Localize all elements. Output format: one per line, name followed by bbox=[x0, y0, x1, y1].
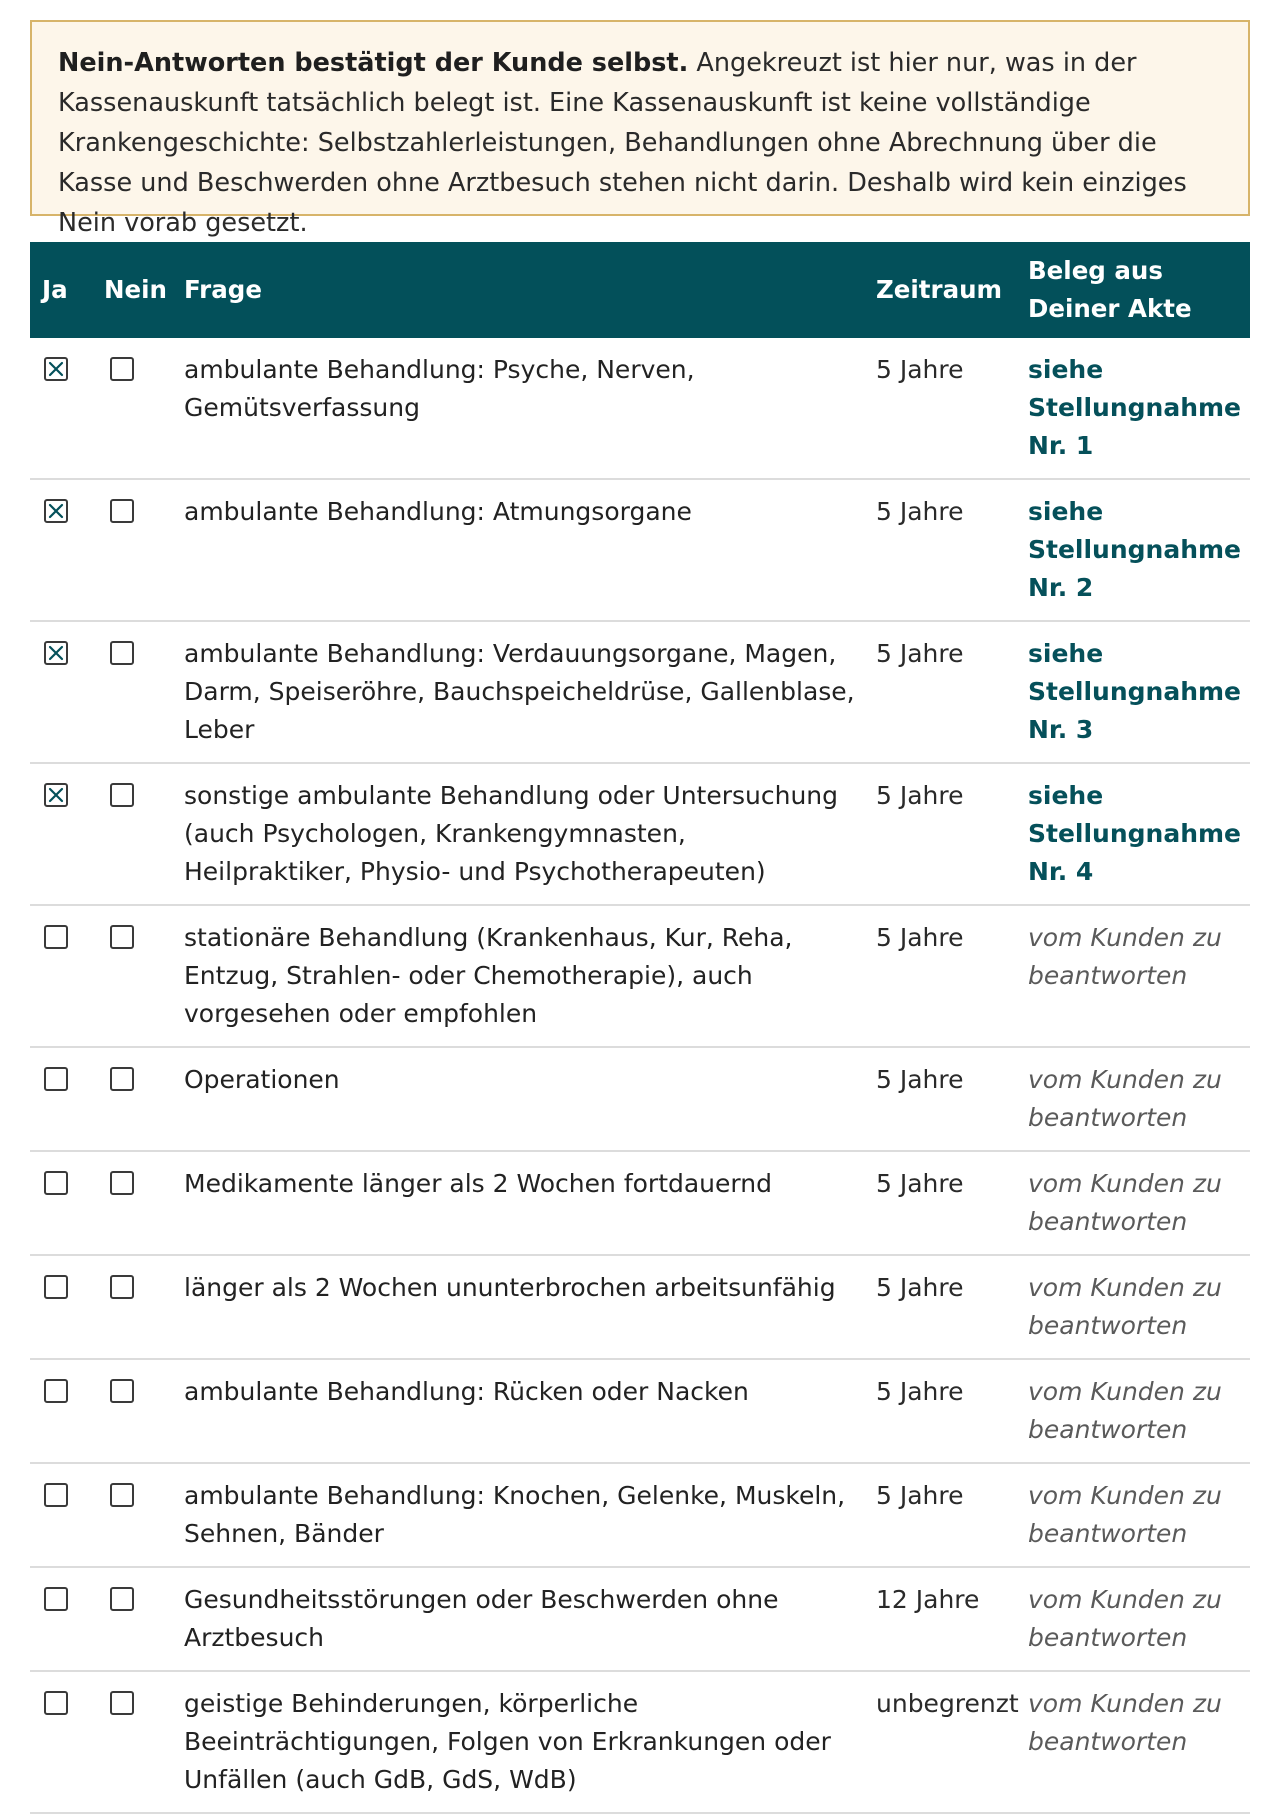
checkbox-nein[interactable] bbox=[110, 1379, 134, 1403]
cell-zeitraum: unbegrenzt bbox=[868, 1671, 1020, 1813]
cell-nein bbox=[96, 905, 176, 1047]
header-zeitraum: Zeitraum bbox=[868, 242, 1020, 338]
cell-nein bbox=[96, 479, 176, 621]
checkbox-nein[interactable] bbox=[110, 783, 134, 807]
cell-nein bbox=[96, 621, 176, 763]
cell-frage: sonstige ambulante Behandlung oder Untersuchung (auch Psychologen, Krankengymnasten, Heilpraktiker, Physio- und Psychotherapeuten) bbox=[176, 763, 868, 905]
checkbox-nein[interactable] bbox=[110, 499, 134, 523]
table-row bbox=[30, 338, 1250, 479]
table-row bbox=[30, 905, 1250, 1047]
checkbox-ja[interactable] bbox=[44, 1171, 68, 1195]
table-row bbox=[30, 1463, 1250, 1567]
cell-frage: geistige Behinderungen, körperliche Beeinträchtigungen, Folgen von Erkrankungen oder Unfällen (auch GdB, GdS, WdB) bbox=[176, 1671, 868, 1813]
cell-zeitraum: 12 Jahre bbox=[868, 1567, 1020, 1671]
beleg-placeholder: vom Kunden zu beantworten bbox=[1028, 1689, 1222, 1756]
cell-nein bbox=[96, 1671, 176, 1813]
checkbox-ja[interactable] bbox=[44, 1691, 68, 1715]
checkbox-ja[interactable] bbox=[44, 1379, 68, 1403]
beleg-placeholder: vom Kunden zu beantworten bbox=[1028, 923, 1222, 990]
beleg-placeholder: vom Kunden zu beantworten bbox=[1028, 1169, 1222, 1236]
cell-frage: ambulante Behandlung: Atmungsorgane bbox=[176, 479, 868, 621]
cell-zeitraum: 5 Jahre bbox=[868, 763, 1020, 905]
cell-ja bbox=[30, 1255, 96, 1359]
beleg-placeholder: vom Kunden zu beantworten bbox=[1028, 1481, 1222, 1548]
checkbox-ja[interactable] bbox=[44, 1067, 68, 1091]
checkbox-nein[interactable] bbox=[110, 925, 134, 949]
checkbox-ja[interactable] bbox=[44, 641, 68, 665]
questions-table bbox=[30, 242, 1250, 1814]
cell-nein bbox=[96, 1463, 176, 1567]
table-row bbox=[30, 1255, 1250, 1359]
cross-mark-icon bbox=[47, 786, 65, 804]
header-nein: Nein bbox=[96, 242, 176, 338]
cell-ja bbox=[30, 905, 96, 1047]
cell-ja bbox=[30, 763, 96, 905]
cell-zeitraum: 5 Jahre bbox=[868, 479, 1020, 621]
cell-zeitraum: 5 Jahre bbox=[868, 1359, 1020, 1463]
cell-frage: Medikamente länger als 2 Wochen fortdauernd bbox=[176, 1151, 868, 1255]
notice-bold: Nein-Antworten bestätigt der Kunde selbst. bbox=[58, 48, 689, 78]
cell-beleg bbox=[1020, 1047, 1250, 1151]
cell-frage: stationäre Behandlung (Krankenhaus, Kur, Reha, Entzug, Strahlen- oder Chemotherapie), auch vorgesehen oder empfohlen bbox=[176, 905, 868, 1047]
checkbox-ja[interactable] bbox=[44, 499, 68, 523]
checkbox-ja[interactable] bbox=[44, 1587, 68, 1611]
cell-beleg bbox=[1020, 338, 1250, 479]
cell-ja bbox=[30, 338, 96, 479]
header-ja: Ja bbox=[30, 242, 96, 338]
cell-beleg bbox=[1020, 1671, 1250, 1813]
cell-ja bbox=[30, 1463, 96, 1567]
cell-ja bbox=[30, 479, 96, 621]
cell-zeitraum: 5 Jahre bbox=[868, 905, 1020, 1047]
cross-mark-icon bbox=[47, 360, 65, 378]
cell-ja bbox=[30, 1151, 96, 1255]
stellungnahme-link[interactable]: siehe Stellungnahme Nr. 1 bbox=[1028, 355, 1242, 460]
cell-frage: ambulante Behandlung: Psyche, Nerven, Gemütsverfassung bbox=[176, 338, 868, 479]
table-header-row bbox=[30, 242, 1250, 338]
cell-beleg bbox=[1020, 479, 1250, 621]
cell-beleg bbox=[1020, 1567, 1250, 1671]
cell-zeitraum: 5 Jahre bbox=[868, 1463, 1020, 1567]
cell-zeitraum: 5 Jahre bbox=[868, 338, 1020, 479]
table-row bbox=[30, 479, 1250, 621]
table-row bbox=[30, 763, 1250, 905]
cell-ja bbox=[30, 1359, 96, 1463]
beleg-placeholder: vom Kunden zu beantworten bbox=[1028, 1065, 1222, 1132]
header-frage: Frage bbox=[176, 242, 868, 338]
cell-zeitraum: 5 Jahre bbox=[868, 621, 1020, 763]
checkbox-nein[interactable] bbox=[110, 1275, 134, 1299]
cell-nein bbox=[96, 338, 176, 479]
checkbox-ja[interactable] bbox=[44, 1275, 68, 1299]
checkbox-nein[interactable] bbox=[110, 1067, 134, 1091]
table-row bbox=[30, 621, 1250, 763]
notice-box bbox=[30, 20, 1250, 238]
beleg-placeholder: vom Kunden zu beantworten bbox=[1028, 1377, 1222, 1444]
stellungnahme-link[interactable]: siehe Stellungnahme Nr. 4 bbox=[1028, 781, 1242, 886]
stellungnahme-link[interactable]: siehe Stellungnahme Nr. 2 bbox=[1028, 497, 1242, 602]
cell-beleg bbox=[1020, 1151, 1250, 1255]
checkbox-nein[interactable] bbox=[110, 1587, 134, 1611]
stellungnahme-link[interactable]: siehe Stellungnahme Nr. 3 bbox=[1028, 639, 1242, 744]
table-row bbox=[30, 1151, 1250, 1255]
cross-mark-icon bbox=[47, 644, 65, 662]
cell-beleg bbox=[1020, 763, 1250, 905]
cell-nein bbox=[96, 1567, 176, 1671]
cell-frage: länger als 2 Wochen ununterbrochen arbeitsunfähig bbox=[176, 1255, 868, 1359]
cell-frage: ambulante Behandlung: Knochen, Gelenke, Muskeln, Sehnen, Bänder bbox=[176, 1463, 868, 1567]
header-beleg: Beleg aus Deiner Akte bbox=[1020, 242, 1250, 338]
cell-beleg bbox=[1020, 1255, 1250, 1359]
cell-beleg bbox=[1020, 1359, 1250, 1463]
cell-beleg bbox=[1020, 905, 1250, 1047]
checkbox-nein[interactable] bbox=[110, 641, 134, 665]
cell-ja bbox=[30, 1567, 96, 1671]
beleg-placeholder: vom Kunden zu beantworten bbox=[1028, 1273, 1222, 1340]
checkbox-ja[interactable] bbox=[44, 925, 68, 949]
checkbox-ja[interactable] bbox=[44, 783, 68, 807]
cell-frage: ambulante Behandlung: Verdauungsorgane, Magen, Darm, Speiseröhre, Bauchspeicheldrüse, Gallenblase, Leber bbox=[176, 621, 868, 763]
cell-frage: Gesundheitsstörungen oder Beschwerden ohne Arztbesuch bbox=[176, 1567, 868, 1671]
cell-nein bbox=[96, 1151, 176, 1255]
table-row bbox=[30, 1359, 1250, 1463]
notice-text: Angekreuzt ist hier nur, was in der Kassenauskunft tatsächlich belegt ist. Eine Kassenauskunft ist keine vollständige Krankengeschichte: Selbstzahlerleistungen, Behandlungen ohne Abrechnung über die Kasse und Beschwerden ohne Arztbesuch stehen nicht darin. Deshalb wird kein einziges Nein vorab gesetzt. bbox=[58, 48, 1187, 238]
cell-nein bbox=[96, 763, 176, 905]
checkbox-nein[interactable] bbox=[110, 1483, 134, 1507]
cell-zeitraum: 5 Jahre bbox=[868, 1255, 1020, 1359]
cell-zeitraum: 5 Jahre bbox=[868, 1047, 1020, 1151]
cross-mark-icon bbox=[47, 502, 65, 520]
beleg-placeholder: vom Kunden zu beantworten bbox=[1028, 1585, 1222, 1652]
cell-zeitraum: 5 Jahre bbox=[868, 1151, 1020, 1255]
cell-beleg bbox=[1020, 621, 1250, 763]
table-row bbox=[30, 1567, 1250, 1671]
checkbox-nein[interactable] bbox=[110, 1691, 134, 1715]
cell-nein bbox=[96, 1255, 176, 1359]
cell-nein bbox=[96, 1359, 176, 1463]
checkbox-ja[interactable] bbox=[44, 357, 68, 381]
cell-frage: ambulante Behandlung: Rücken oder Nacken bbox=[176, 1359, 868, 1463]
checkbox-ja[interactable] bbox=[44, 1483, 68, 1507]
cell-nein bbox=[96, 1047, 176, 1151]
cell-beleg bbox=[1020, 1463, 1250, 1567]
table-row bbox=[30, 1047, 1250, 1151]
checkbox-nein[interactable] bbox=[110, 357, 134, 381]
cell-ja bbox=[30, 621, 96, 763]
table-row bbox=[30, 1671, 1250, 1813]
cell-ja bbox=[30, 1671, 96, 1813]
cell-frage: Operationen bbox=[176, 1047, 868, 1151]
cell-ja bbox=[30, 1047, 96, 1151]
checkbox-nein[interactable] bbox=[110, 1171, 134, 1195]
